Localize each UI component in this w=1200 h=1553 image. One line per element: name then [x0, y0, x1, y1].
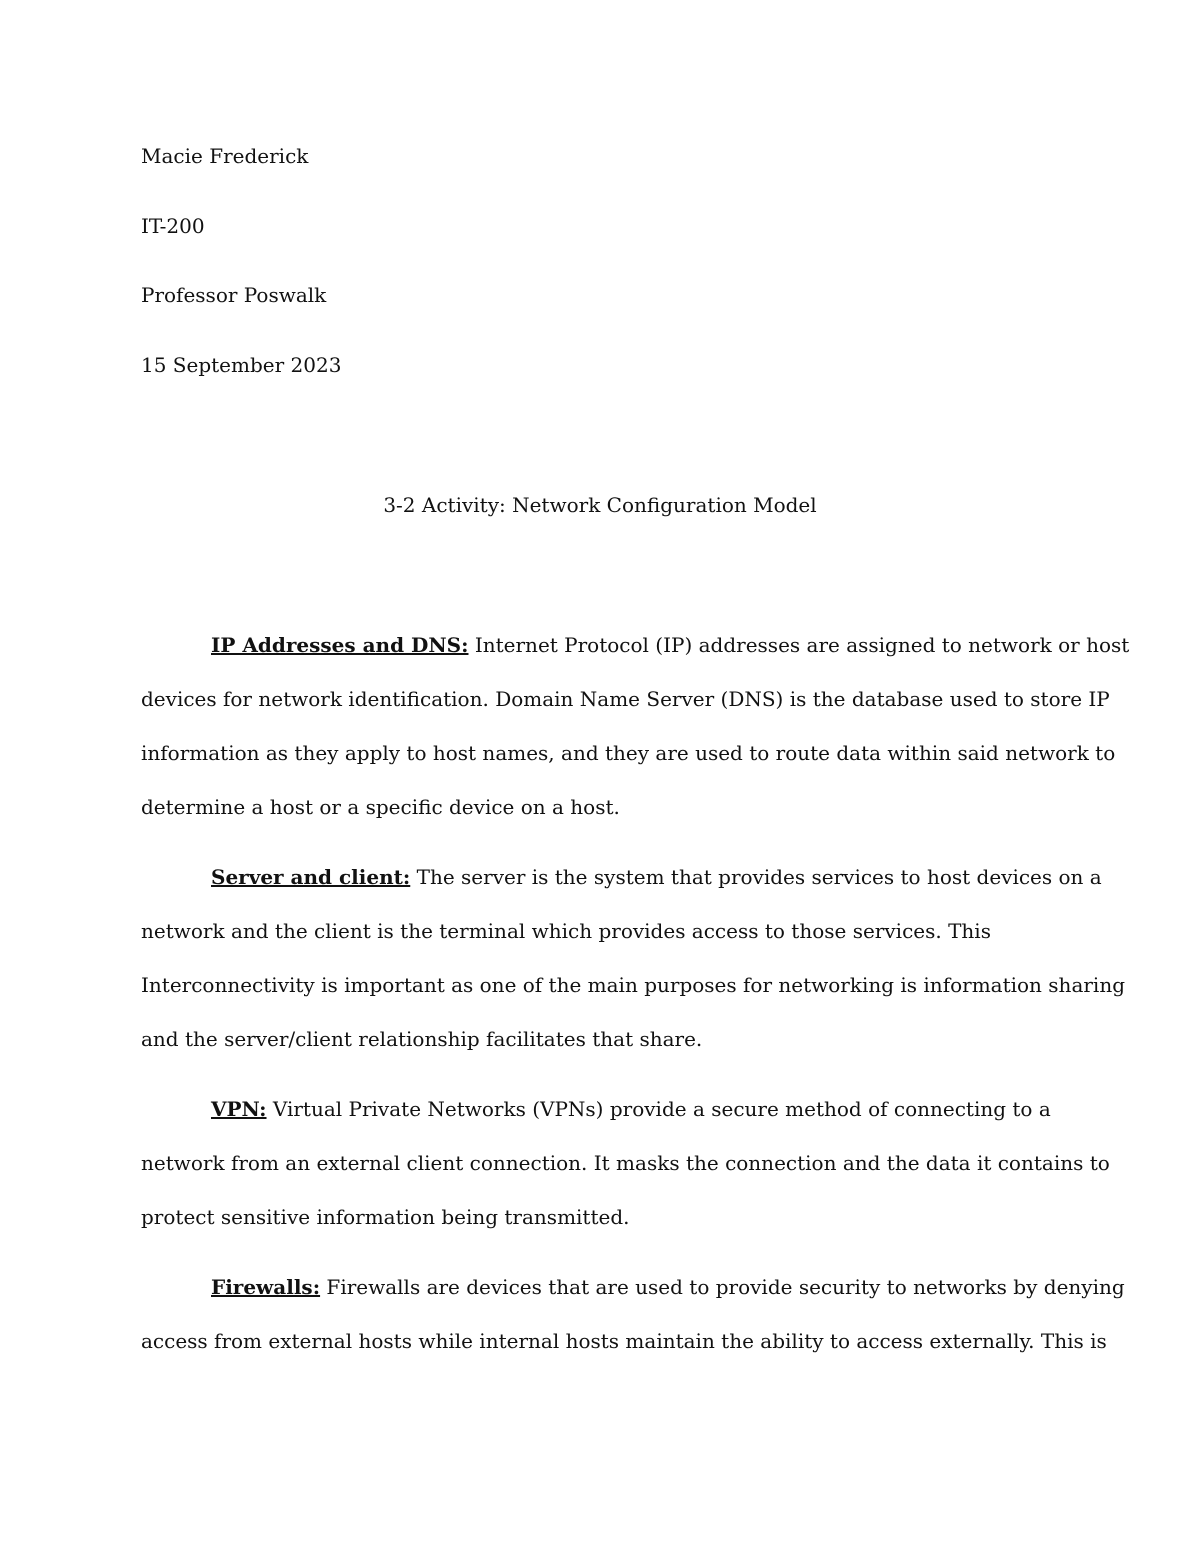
- paragraph-line: [211, 1275, 1125, 1299]
- paragraph-line: devices for network identification. Domain Name Server (DNS) is the database used to store IP: [141, 687, 1110, 711]
- paragraph-line: [211, 865, 1102, 889]
- paragraph-text: The server is the system that provides services to host devices on a: [410, 865, 1102, 889]
- section-term: IP Addresses and DNS:: [211, 633, 469, 657]
- paragraph-text: Virtual Private Networks (VPNs) provide a secure method of connecting to a: [266, 1097, 1051, 1121]
- section-term: VPN:: [211, 1097, 267, 1121]
- paragraph-text: Internet Protocol (IP) addresses are assigned to network or host: [468, 633, 1130, 657]
- paragraph-line: [211, 633, 1129, 657]
- document-title: 3-2 Activity: Network Configuration Model: [383, 493, 817, 517]
- paragraph-line: network and the client is the terminal which provides access to those services. This: [141, 919, 991, 943]
- paragraph-line: Interconnectivity is important as one of the main purposes for networking is information sharing: [141, 973, 1126, 997]
- paragraph-line: access from external hosts while internal hosts maintain the ability to access externally. This is: [141, 1329, 1107, 1353]
- paragraph-line: network from an external client connection. It masks the connection and the data it contains to: [141, 1151, 1110, 1175]
- section-term: Server and client:: [211, 865, 411, 889]
- paragraph-line: protect sensitive information being transmitted.: [141, 1205, 630, 1229]
- author-name: Macie Frederick: [141, 144, 309, 168]
- paragraph-text: Firewalls are devices that are used to provide security to networks by denying: [320, 1275, 1125, 1299]
- professor-name: Professor Poswalk: [141, 283, 327, 307]
- paragraph-line: [211, 1097, 1051, 1121]
- paragraph-line: determine a host or a specific device on a host.: [141, 795, 620, 819]
- submission-date: 15 September 2023: [141, 353, 342, 377]
- course-code: IT-200: [141, 214, 205, 238]
- paragraph-line: and the server/client relationship facilitates that share.: [141, 1027, 703, 1051]
- paragraph-line: information as they apply to host names, and they are used to route data within said network to: [141, 741, 1116, 765]
- section-term: Firewalls:: [211, 1275, 321, 1299]
